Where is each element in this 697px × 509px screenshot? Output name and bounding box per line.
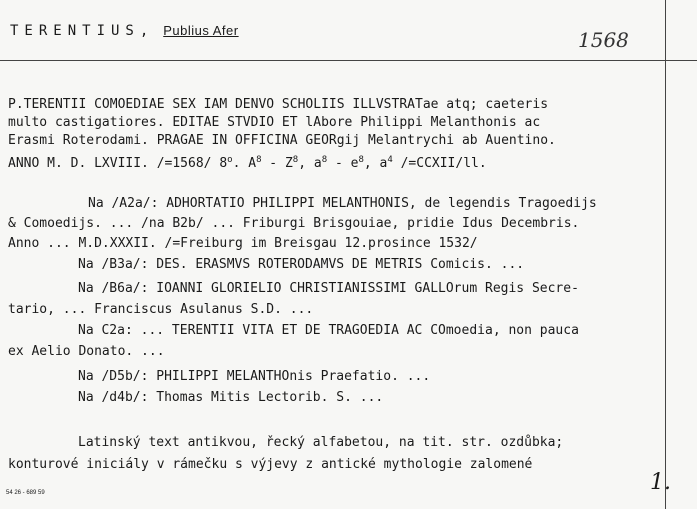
contents-line: tario, ... Franciscus Asulanus S.D. ... <box>8 302 314 317</box>
card-number: 1. <box>650 470 671 495</box>
header-rule <box>0 60 697 61</box>
note-line: Latinský text antikvou, řecký alfabetou, na tit. str. ozdůbka; <box>78 435 564 450</box>
contents-line: Na /B3a/: DES. ERASMVS ROTERODAMVS DE METRIS Comicis. ... <box>78 257 525 272</box>
imprint-z: - Z <box>261 156 293 171</box>
heading <box>10 23 239 39</box>
author-surname: TERENTIUS, <box>10 23 155 39</box>
imprint-prefix: ANNO M. D. LXVIII. /=1568/ 8 <box>8 156 228 171</box>
imprint-a2: , a <box>298 156 322 171</box>
contents-line: Na /D5b/: PHILIPPI MELANTHOnis Praefatio. ... <box>78 369 431 384</box>
imprint-format-degree: o <box>227 155 233 165</box>
title-line-2: multo castigatiores. EDITAE STVDIO ET lAbore Philippi Melanthonis ac <box>8 115 541 130</box>
contents-line: ex Aelio Donato. ... <box>8 344 165 359</box>
margin-rule <box>665 0 666 509</box>
imprint-end: /=CCXII/ll. <box>392 156 487 171</box>
contents-line: & Comoedijs. ... /na B2b/ ... Friburgi Brisgouiae, pridie Idus Decembris. <box>8 216 580 231</box>
imprint-line <box>8 153 487 171</box>
title-line-3: Erasmi Roterodami. PRAGAE IN OFFICINA GEORgij Melantrychi ab Auentino. <box>8 133 556 148</box>
imprint-a3: , a <box>363 156 388 171</box>
note-line: konturové iniciály v rámečku s výjevy z antické mythologie zalomené <box>8 457 533 472</box>
call-number: 1568 <box>578 28 629 52</box>
imprint-z-sup: 8 <box>292 155 299 165</box>
imprint-e-sup: 8 <box>358 155 364 165</box>
author-given-name: Publius Afer <box>163 23 239 38</box>
contents-line: Na C2a: ... TERENTII VITA ET DE TRAGOEDIA AC COmoedia, non pauca <box>78 323 579 338</box>
print-code: 54 26 - 689 59 <box>6 490 45 496</box>
imprint-a2-sup: 8 <box>321 155 328 165</box>
imprint-a3-sup: 4 <box>387 155 393 165</box>
contents-line: Anno ... M.D.XXXII. /=Freiburg im Breisgau 12.prosince 1532/ <box>8 236 478 251</box>
title-line-1: P.TERENTII COMOEDIAE SEX IAM DENVO SCHOLIIS ILLVSTRATae atq; caeteris <box>8 97 549 112</box>
imprint-a: . A <box>232 156 257 171</box>
contents-line: Na /B6a/: IOANNI GLORIELIO CHRISTIANISSIMI GALLOrum Regis Secre- <box>78 281 579 296</box>
imprint-a-sup: 8 <box>256 155 262 165</box>
imprint-e: - e <box>327 156 359 171</box>
contents-line: Na /A2a/: ADHORTATIO PHILIPPI MELANTHONIS, de legendis Tragoedijs <box>88 196 597 211</box>
contents-line: Na /d4b/: Thomas Mitis Lectorib. S. ... <box>78 390 384 405</box>
